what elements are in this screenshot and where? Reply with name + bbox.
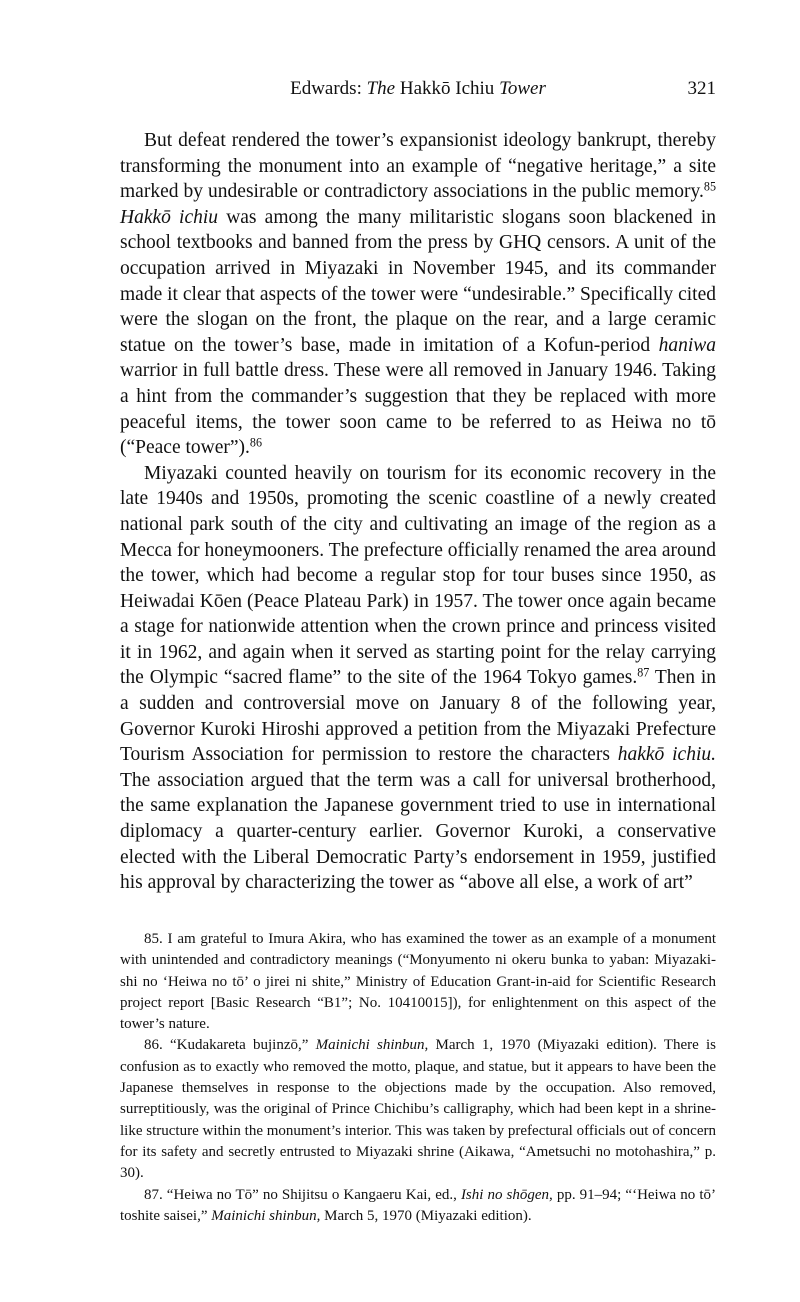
running-head-title-middle: Hakkō Ichiu [395,78,500,99]
footnote-86-text-2: March 1, 1970 (Miyazaki edition). There is confusion as to exactly who removed the motto, plaque, and statue, but it appears to have been the Japanese themselves in response to the objections made by the occupation. Also removed, surreptitiously, was the original of Prince Chichibu’s calligraphy, which had been kept in a shrine-like structure within the monument’s interior. This was taken by prefectural officials out of concern for its safety and secretly entrusted to Miyazaki shrine (Aikawa, “Ametsuchi no motohashira,” p. 30). [120,1037,716,1182]
footnote-86-italic-1: Mainichi shinbun, [315,1037,429,1054]
paragraph-1-text-3: warrior in full battle dress. These were all removed in January 1946. Taking a hint from the commander’s suggestion that they be replaced with more peaceful items, the tower soon came to be referred to as Heiwa no tō (“Peace tower”). [120,360,716,459]
footnote-87-text-2: pp. 91–94; “‘Heiwa no tō’ toshite saisei,” [120,1186,716,1224]
running-head [120,78,716,106]
footnotes [120,929,716,1227]
footnote-86-text-1: 86. “Kudakareta bujinzō,” [144,1037,316,1054]
paragraph-2-text-3: The association argued that the term was a call for universal brotherhood, the same explanation the Japanese government tried to use in international diplomacy a quarter-century earlier. Governor Kuroki, a conservative elected with the Liberal Democratic Party’s endorsement in 1959, justified his approval by characterizing the tower as “above all else, a work of art” [120,769,716,894]
footnote-ref-86[interactable]: 86 [249,435,262,450]
page-number: 321 [687,78,716,99]
footnote-87-italic-2: Mainichi shinbun, [211,1207,321,1224]
paragraph-2 [120,461,716,896]
footnote-87-italic-1: Ishi no shōgen, [460,1186,553,1203]
paragraph-1-text-1: But defeat rendered the tower’s expansionist ideology bankrupt, thereby transforming the monument into an example of “negative heritage,” a site marked by undesirable or contradictory associations in the public memory. [120,130,716,203]
running-head-title-the: The [366,78,396,99]
paragraph-2-text-1: Miyazaki counted heavily on tourism for its economic recovery in the late 1940s and 1950s, promoting the scenic coastline of a newly created national park south of the city and cultivating an image of the region as a Mecca for honeymooners. The prefecture officially renamed the area around the tower, which had become a regular stop for tour buses since 1950, as Heiwadai Kōen (Peace Plateau Park) in 1957. The tower once again became a stage for nationwide attention when the crown prince and princess visited it in 1962, and again when it served as starting point for the relay carrying the Olympic “sacred flame” to the site of the 1964 Tokyo games. [120,462,716,689]
running-head-title [120,78,716,100]
footnote-87 [120,1185,716,1228]
footnote-87-text-3: March 5, 1970 (Miyazaki edition). [320,1207,532,1224]
paragraph-2-text-2: Then in a sudden and controversial move on January 8 of the following year, Governor Kuroki Hiroshi approved a petition from the Miyazaki Prefecture Tourism Association for permission to restore the characters [120,667,716,766]
running-head-author: Edwards: [290,78,367,99]
footnote-ref-87[interactable]: 87 [637,665,650,680]
paragraph-1-italic-1: Hakkō ichiu [120,206,219,228]
paragraph-1-italic-2: haniwa [658,334,716,356]
footnote-ref-85[interactable]: 85 [703,179,716,194]
footnote-86 [120,1035,716,1184]
paragraph-1 [120,128,716,461]
body-text [120,128,716,896]
paragraph-1-text-2: was among the many militaristic slogans soon blackened in school textbooks and banned from the press by GHQ censors. A unit of the occupation arrived in Miyazaki in November 1945, and its commander made it clear that aspects of the tower were “undesirable.” Specifically cited were the slogan on the front, the plaque on the rear, and a large ceramic statue on the tower’s base, made in imitation of a Kofun-period [120,206,716,356]
footnote-85: 85. I am grateful to Imura Akira, who has examined the tower as an example of a monument with unintended and contradictory meanings (“Monyumento ni okeru bunka to yaban: Miyazaki-shi no ‘Heiwa no tō’ o jirei ni shite,” Ministry of Education Grant-in-aid for Scientific Research project report [Basic Research “B1”; No. 10410015]), for enlightenment on this aspect of the tower’s nature. [120,931,716,1033]
footnote-87-text-1: 87. “Heiwa no Tō” no Shijitsu o Kangaeru Kai, ed., [144,1186,461,1203]
paragraph-2-italic-1: hakkō ichiu. [617,744,716,766]
running-head-title-tower: Tower [499,78,546,99]
